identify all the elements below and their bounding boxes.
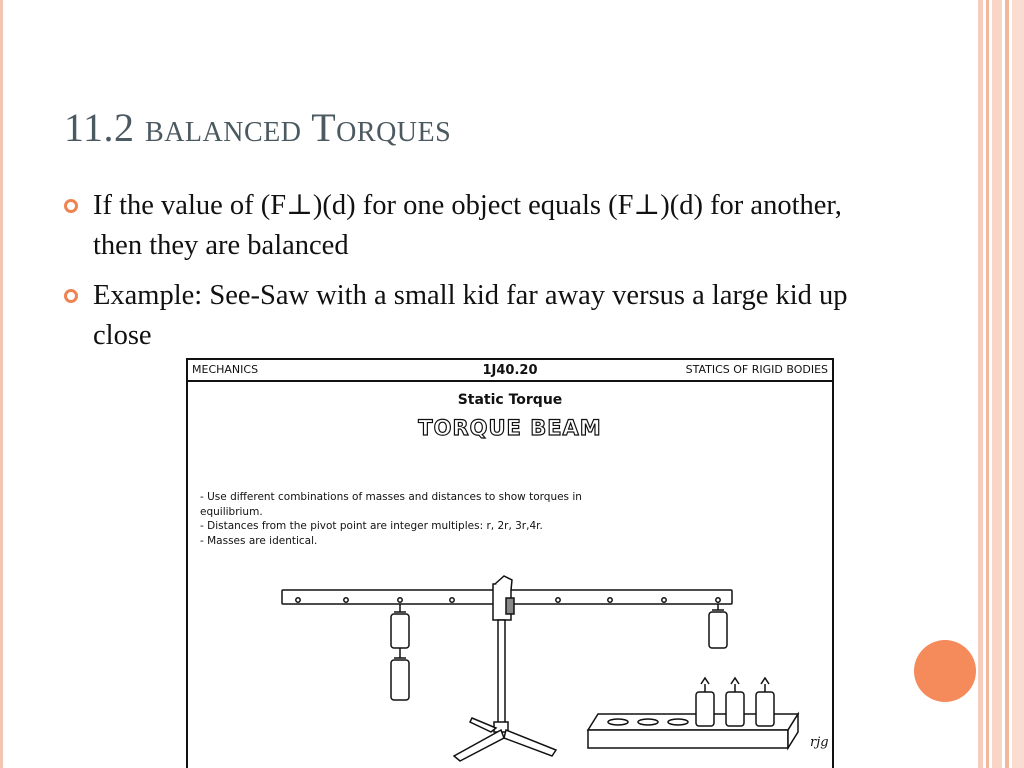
left-mass-stack	[391, 604, 409, 700]
figure-category: MECHANICS	[192, 363, 259, 376]
bullet-text: If the value of (F⊥)(d) for one object equals (F⊥)(d) for another, then they are balanced	[93, 190, 842, 261]
stripe	[986, 0, 989, 768]
bullet-list	[64, 186, 894, 366]
pivot-clamp	[493, 576, 514, 620]
figure-note: - Masses are identical.	[200, 534, 318, 547]
stripe	[1005, 0, 1009, 768]
right-stripe-decoration	[978, 0, 1024, 768]
slide-title: 11.2 balanced Torques	[64, 105, 452, 150]
stripe	[1012, 0, 1024, 768]
torque-beam-illustration	[188, 358, 834, 768]
right-mass	[709, 604, 727, 648]
accent-circle-decoration	[914, 640, 976, 702]
bullet-circle-icon	[64, 199, 78, 213]
figure-code: 1J40.20	[482, 363, 538, 378]
stripe	[992, 0, 1002, 768]
bullet-circle-icon	[64, 289, 78, 303]
figure-note: equilibrium.	[200, 505, 263, 518]
figure-section: STATICS OF RIGID BODIES	[685, 363, 828, 376]
bullet-item	[64, 276, 894, 356]
figure-subtitle: Static Torque	[457, 392, 563, 408]
standing-masses	[696, 678, 774, 726]
bullet-item	[64, 186, 894, 266]
torque-beam-demo-figure	[186, 358, 834, 768]
left-border-decoration	[0, 0, 3, 768]
signature: rjg	[810, 735, 829, 750]
figure-note: - Use different combinations of masses and distances to show torques in	[200, 491, 582, 503]
stand-rod	[498, 620, 505, 726]
stripe	[978, 0, 983, 768]
figure-note: - Distances from the pivot point are integer multiples: r, 2r, 3r,4r.	[200, 520, 543, 532]
figure-name: TORQUE BEAM	[418, 416, 602, 440]
bullet-text: Example: See-Saw with a small kid far away versus a large kid up close	[93, 280, 848, 351]
